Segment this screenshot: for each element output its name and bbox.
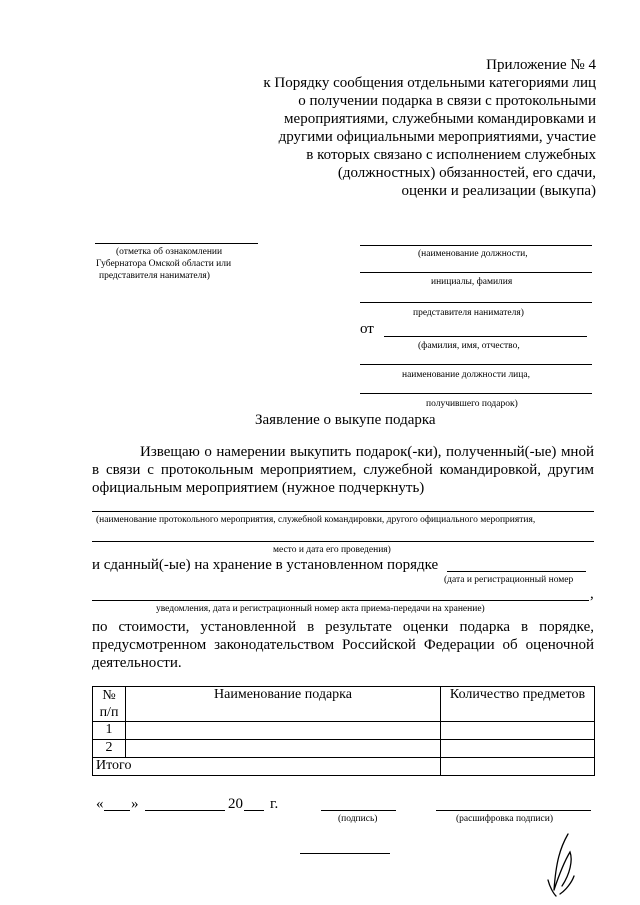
- acknowledgment-line1: (отметка об ознакомлении: [116, 247, 223, 257]
- row-name-cell[interactable]: [126, 740, 441, 758]
- header-num-line2: п/п: [99, 705, 119, 720]
- event-line[interactable]: [92, 511, 594, 512]
- total-qty-cell[interactable]: [441, 758, 595, 776]
- appendix-title: Приложение № 4: [486, 57, 596, 73]
- row-num: 2: [93, 740, 126, 758]
- date-open-quote: «: [96, 796, 104, 812]
- appendix-line: другими официальными мероприятиями, участие: [278, 129, 596, 145]
- acknowledgment-line: [95, 243, 258, 244]
- appendix-line: в которых связано с исполнением служебных: [306, 147, 596, 163]
- person-position-hint: наименование должности лица,: [402, 370, 530, 380]
- appendix-header: [263, 56, 596, 200]
- storage-comma: ,: [590, 586, 594, 602]
- total-label: Итого: [93, 758, 441, 776]
- row-name-cell[interactable]: [126, 722, 441, 740]
- cost-paragraph: по стоимости, установленной в результате оценки подарка в порядке, предусмотренном законодательством Российской Федерации об оценочной деятельности.: [92, 619, 594, 671]
- signature-hint: (подпись): [338, 814, 378, 824]
- event-hint1: (наименование протокольного мероприятия, служебной командировки, другого официального мероприятия,: [96, 515, 536, 525]
- person-position-line[interactable]: [360, 364, 592, 365]
- statement-title: Заявление о выкупе подарка: [255, 412, 436, 428]
- appendix-line: (должностных) обязанностей, его сдачи,: [337, 165, 596, 181]
- from-line[interactable]: [384, 336, 587, 337]
- intro-paragraph: Извещаю о намерении выкупить подарок(-ки), полученный(-ые) мной в связи с протокольным мероприятием, служебной командировкой, другим официальным мероприятием (нужное подчеркнуть): [92, 444, 594, 496]
- table-row: [93, 722, 595, 740]
- year-line[interactable]: [244, 810, 264, 811]
- storage-line-2[interactable]: [92, 600, 589, 601]
- event-hint2: место и дата его проведения): [273, 545, 391, 555]
- row-num: 1: [93, 722, 126, 740]
- acknowledgment-line3: представителя нанимателя): [99, 271, 210, 281]
- table-row: [93, 740, 595, 758]
- storage-hint1: (дата и регистрационный номер: [444, 575, 574, 585]
- received-hint: получившего подарок): [426, 399, 518, 409]
- table-header-row: [93, 687, 595, 722]
- addressee-employer-line[interactable]: [360, 302, 592, 303]
- addressee-initials-line[interactable]: [360, 272, 592, 273]
- decode-hint: (расшифровка подписи): [456, 814, 553, 824]
- appendix-line: о получении подарка в связи с протокольными: [298, 93, 596, 109]
- appendix-line: мероприятиями, служебными командировками и: [284, 111, 596, 127]
- addressee-position-line[interactable]: [360, 245, 592, 246]
- fio-hint: (фамилия, имя, отчество,: [418, 341, 520, 351]
- year-prefix: 20: [228, 796, 243, 812]
- storage-text: и сданный(-ые) на хранение в установленном порядке: [92, 557, 439, 573]
- date-month-line[interactable]: [145, 810, 225, 811]
- gifts-table: [92, 686, 595, 776]
- header-name: Наименование подарка: [126, 687, 441, 722]
- storage-line[interactable]: [447, 571, 586, 572]
- signature-line[interactable]: [321, 810, 396, 811]
- row-qty-cell[interactable]: [441, 722, 595, 740]
- decode-line[interactable]: [436, 810, 591, 811]
- addressee-employer-hint: представителя нанимателя): [413, 308, 524, 318]
- handwritten-initial-icon: [540, 830, 585, 900]
- bottom-line: [300, 853, 390, 854]
- date-day-line[interactable]: [104, 810, 130, 811]
- appendix-line: к Порядку сообщения отдельными категориями лиц: [263, 75, 596, 91]
- appendix-line: оценки и реализации (выкупа): [401, 183, 596, 199]
- table-total-row: [93, 758, 595, 776]
- acknowledgment-block: [96, 246, 271, 282]
- header-qty: Количество предметов: [441, 687, 595, 722]
- addressee-position-hint: (наименование должности,: [418, 249, 528, 259]
- event-line-2[interactable]: [92, 541, 594, 542]
- header-num-line1: №: [102, 688, 116, 703]
- header-num: [93, 687, 126, 722]
- acknowledgment-line2: Губернатора Омской области или: [96, 259, 232, 269]
- date-close-quote: »: [131, 796, 139, 812]
- year-suffix: г.: [270, 796, 279, 812]
- from-label: от: [360, 321, 374, 337]
- storage-hint2: уведомления, дата и регистрационный номер акта приема-передачи на хранение): [156, 604, 485, 614]
- received-line[interactable]: [360, 393, 592, 394]
- row-qty-cell[interactable]: [441, 740, 595, 758]
- addressee-initials-hint: инициалы, фамилия: [431, 277, 513, 287]
